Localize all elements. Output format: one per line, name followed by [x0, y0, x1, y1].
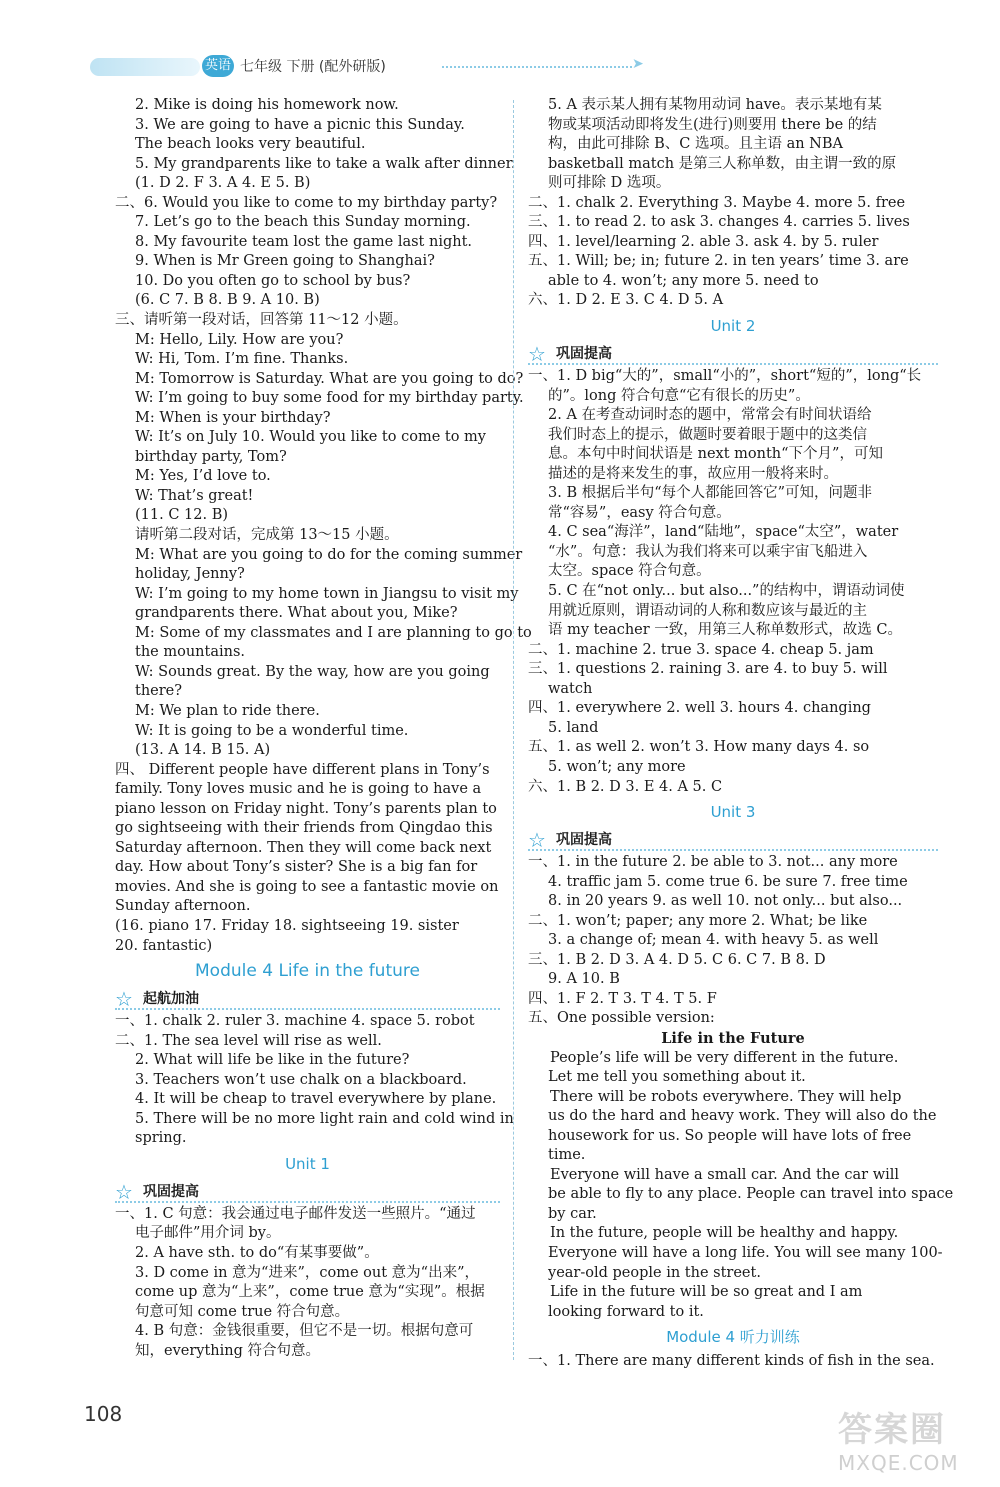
text-line: basketball match 是第三人称单数，由主谓一致的原 [548, 155, 897, 172]
question-line: day. How about Tony’s sister? She is a big fan for [115, 859, 478, 876]
paragraph-start: Everyone will have a small car. And the car will [550, 1166, 900, 1183]
text-line: time. [548, 1147, 586, 1164]
text-line: M: When is your birthday? [135, 409, 331, 426]
text-line: 4. B 句意：金钱很重要，但它不是一切。根据句意可 [135, 1323, 474, 1340]
text-line: (11. C 12. B) [135, 507, 229, 524]
unit-title: Unit 1 [285, 1154, 330, 1173]
text-line: year-old people in the street. [548, 1264, 761, 1281]
text-line: W: I’m going to my home town in Jiangsu to visit my [135, 585, 519, 602]
text-line: holiday, Jenny? [135, 566, 245, 583]
arrow-icon: ➤ [632, 56, 644, 72]
question-line: 二、6. Would you like to come to my birthday party? [115, 194, 498, 211]
text-line: 请听第二段对话，完成第 13～15 小题。 [135, 527, 399, 544]
question-line: 20. fantastic) [115, 937, 213, 954]
text-line: us do the hard and heavy work. They will also do the [548, 1108, 937, 1125]
text-line: 7. Let’s go to the beach this Sunday morning. [135, 214, 471, 231]
text-line: 语 my teacher 一致，用第三人称单数形式，故选 C。 [548, 622, 902, 639]
question-line: 一、1. There are many different kinds of fish in the sea. [528, 1353, 935, 1370]
text-line: M: Some of my classmates and I are planning to go to [135, 624, 532, 641]
question-line: 一、1. in the future 2. be able to 3. not... any more [528, 854, 898, 871]
question-line: 六、1. D 2. E 3. C 4. D 5. A [528, 292, 724, 309]
question-line: 三、1. to read 2. to ask 3. changes 4. carries 5. lives [528, 214, 910, 231]
question-line: piano lesson on Friday night. Tony’s parents plan to [115, 800, 497, 817]
question-line: 五、1. as well 2. won’t 3. How many days 4. so [528, 739, 870, 756]
question-line: 一、1. chalk 2. ruler 3. machine 4. space 5. robot [115, 1013, 475, 1030]
paragraph-start: Life in the future will be so great and I am [550, 1284, 863, 1301]
text-line: 描述的是将来发生的事，故应用一般将来时。 [548, 465, 838, 482]
section-heading [115, 986, 500, 1012]
question-line: 二、1. won’t; paper; any more 2. What; be like [528, 912, 868, 929]
text-line: 2. Mike is doing his homework now. [135, 97, 399, 113]
section-heading [528, 341, 938, 367]
page-number: 108 [84, 1402, 123, 1426]
text-line: 4. traffic jam 5. come true 6. be sure 7. free time [548, 873, 908, 890]
text-line: M: We plan to ride there. [135, 702, 320, 719]
header-dotted-line [442, 66, 632, 68]
question-line: Sunday afternoon. [115, 898, 251, 915]
text-line: 用就近原则，谓语动词的人称和数应该与最近的主 [548, 602, 867, 619]
text-line: M: Hello, Lily. How are you? [135, 331, 344, 348]
text-line: M: Yes, I’d love to. [135, 468, 271, 485]
question-line: 五、1. Will; be; in; future 2. in ten years’ time 3. are [528, 253, 909, 270]
text-line: W: It is going to be a wonderful time. [135, 722, 409, 739]
text-line: 知，everything 符合句意。 [135, 1342, 321, 1359]
header-decoration [90, 58, 200, 76]
question-line: 四、1. level/learning 2. able 3. ask 4. by 5. ruler [528, 233, 879, 250]
text-line: 2. A have sth. to do“有某事要做”。 [135, 1244, 379, 1261]
text-line: 5. won’t; any more [548, 758, 686, 775]
text-line: by car. [548, 1205, 597, 1222]
page-header [90, 48, 650, 82]
text-line: 3. a change of; mean 4. with heavy 5. as well [548, 932, 879, 949]
text-line: 9. A 10. B [548, 971, 620, 988]
star-icon: ☆ [115, 987, 133, 1012]
text-line: 5. land [548, 719, 599, 736]
question-line: 四、1. F 2. T 3. T 4. T 5. F [528, 990, 717, 1007]
text-line: (13. A 14. B 15. A) [135, 742, 271, 759]
essay-title: Life in the Future [661, 1029, 805, 1047]
text-line: grandparents there. What about you, Mike? [135, 605, 458, 622]
section-heading-text: 巩固提高 [556, 832, 612, 849]
text-line: 句意可知 come true 符合句意。 [135, 1303, 350, 1320]
question-line: 六、1. B 2. D 3. E 4. A 5. C [528, 778, 723, 795]
left-column [115, 96, 532, 1361]
unit-title: Unit 2 [710, 317, 756, 336]
watermark-bottom: MXQE.COM [838, 1451, 959, 1475]
text-line: 常“容易”，easy 符合句意。 [548, 504, 731, 521]
text-line: 则可排除 D 选项。 [548, 175, 671, 192]
unit-title: Unit 3 [710, 803, 756, 822]
text-line: 太空。space 符合句意。 [548, 563, 711, 580]
watermark-logo [838, 1402, 988, 1474]
text-line: 3. We are going to have a picnic this Sunday. [135, 116, 465, 133]
text-line: W: I’m going to buy some food for my birthday party. [135, 390, 524, 407]
question-line: 五、One possible version: [528, 1010, 715, 1027]
watermark-top: 答案圈 [838, 1410, 946, 1450]
subject-badge: 英语 [202, 55, 234, 77]
text-line: 8. My favourite team lost the game last night. [135, 233, 473, 250]
question-line: 一、1. C 句意：我会通过电子邮件发送一些照片。“通过 [115, 1205, 476, 1222]
text-line: 5. A 表示某人拥有某物用动词 have。表示某地有某 [548, 97, 882, 113]
question-line: 三、请听第一段对话，回答第 11～12 小题。 [115, 312, 408, 329]
star-icon: ☆ [528, 342, 546, 367]
text-line: 5. There will be no more light rain and cold wind in [135, 1110, 514, 1127]
question-line: (16. piano 17. Friday 18. sightseeing 19. sister [115, 917, 459, 934]
question-line: 二、1. machine 2. true 3. space 4. cheap 5. jam [528, 641, 874, 658]
paragraph-start: There will be robots everywhere. They will help [550, 1088, 902, 1105]
text-line: 5. C 在“not only... but also...”的结构中，谓语动词使 [548, 583, 905, 600]
text-line: 4. C sea“海洋”，land“陆地”，space“太空”，water [548, 524, 899, 541]
text-line: 的”。long 符合句意“它有很长的历史”。 [548, 387, 810, 404]
star-icon: ☆ [115, 1179, 133, 1204]
text-line: M: What are you going to do for the coming summer [135, 546, 523, 563]
question-line: 四、1. everywhere 2. well 3. hours 4. changing [528, 700, 871, 717]
text-line: spring. [135, 1130, 187, 1147]
module-title: Module 4 Life in the future [195, 961, 420, 982]
text-line: 9. When is Mr Green going to Shanghai? [135, 253, 435, 270]
paragraph-start: People’s life will be very different in the future. [550, 1049, 899, 1066]
text-line: W: That’s great! [135, 487, 254, 504]
question-line: 三、1. questions 2. raining 3. are 4. to buy 5. will [528, 661, 888, 678]
text-line: M: Tomorrow is Saturday. What are you going to do? [135, 370, 524, 387]
question-line: movies. And she is going to see a fantastic movie on [115, 878, 499, 895]
section-heading [528, 827, 938, 853]
text-line: W: Sounds great. By the way, how are you going [135, 663, 490, 680]
text-line: birthday party, Tom? [135, 448, 287, 465]
text-line: 我们时态上的提示，做题时要着眼于题中的这类信 [548, 426, 867, 443]
paragraph-start: In the future, people will be healthy and happy. [550, 1225, 899, 1242]
text-line: 3. B 根据后半句“每个人都能回答它”可知，问题非 [548, 485, 873, 502]
text-line: 3. D come in 意为“进来”，come out 意为“出来”， [135, 1264, 479, 1281]
question-line: family. Tony loves music and he is going to have a [115, 781, 482, 798]
section-heading-text: 起航加油 [143, 991, 199, 1008]
text-line: the mountains. [135, 644, 246, 661]
star-icon: ☆ [528, 828, 546, 853]
question-line: 二、1. The sea level will rise as well. [115, 1032, 382, 1049]
question-line: 一、1. D big“大的”，small“小的”，short“短的”，long“长 [528, 368, 922, 385]
grade-info: 七年级 下册 (配外研版) [240, 59, 386, 75]
text-line: 电子邮件”用介词 by。 [135, 1225, 281, 1242]
text-line: (6. C 7. B 8. B 9. A 10. B) [135, 292, 320, 309]
question-line: go sightseeing with their friends from Qingdao this [115, 820, 493, 837]
text-line: (1. D 2. F 3. A 4. E 5. B) [135, 175, 311, 192]
question-line: 三、1. B 2. D 3. A 4. D 5. C 6. C 7. B 8. D [528, 951, 826, 968]
text-line: 5. My grandparents like to take a walk after dinner. [135, 155, 516, 172]
text-line: Let me tell you something about it. [548, 1069, 806, 1086]
text-line: W: Hi, Tom. I’m fine. Thanks. [135, 351, 349, 368]
text-line: 息。本句中时间状语是 next month“下个月”，可知 [548, 446, 883, 463]
text-line: Everyone will have a long life. You will see many 100- [548, 1244, 943, 1261]
text-line: 2. A 在考查动词时态的题中，常常会有时间状语给 [548, 407, 872, 424]
text-line: looking forward to it. [548, 1303, 704, 1320]
text-line: housework for us. So people will have lots of free [548, 1127, 912, 1144]
text-line: watch [548, 680, 593, 697]
text-line: 3. Teachers won’t use chalk on a blackboard. [135, 1071, 467, 1088]
text-line: 10. Do you often go to school by bus? [135, 272, 411, 289]
text-line: able to 4. won’t; any more 5. need to [548, 272, 819, 289]
right-column [528, 96, 954, 1372]
unit-title: Module 4 听力训练 [666, 1328, 800, 1347]
question-line: Saturday afternoon. Then they will come back next [115, 839, 492, 856]
text-line: W: It’s on July 10. Would you like to come to my [135, 429, 486, 446]
text-line: 2. What will life be like in the future? [135, 1052, 410, 1069]
text-line: come up 意为“上来”，come true 意为“实现”。根据 [135, 1284, 485, 1301]
text-line: 4. It will be cheap to travel everywhere by plane. [135, 1091, 497, 1108]
section-heading-text: 巩固提高 [556, 346, 612, 363]
section-heading-text: 巩固提高 [143, 1183, 199, 1200]
question-line: 二、1. chalk 2. Everything 3. Maybe 4. more 5. free [528, 194, 906, 211]
question-line: 四、 Different people have different plans in Tony’s [115, 761, 490, 778]
text-line: be able to fly to any place. People can travel into space [548, 1186, 954, 1203]
text-line: 构，由此可排除 B、C 选项。且主语 an NBA [548, 136, 843, 153]
text-line: 8. in 20 years 9. as well 10. not only... but also... [548, 893, 903, 910]
text-line: 物或某项活动即将发生(进行)则要用 there be 的结 [548, 116, 877, 133]
text-line: The beach looks very beautiful. [135, 136, 366, 153]
text-line: “水”。句意：我认为我们将来可以乘宇宙飞船进入 [548, 543, 868, 560]
text-line: there? [135, 683, 183, 700]
section-heading [115, 1179, 500, 1205]
column-divider [513, 100, 514, 1360]
